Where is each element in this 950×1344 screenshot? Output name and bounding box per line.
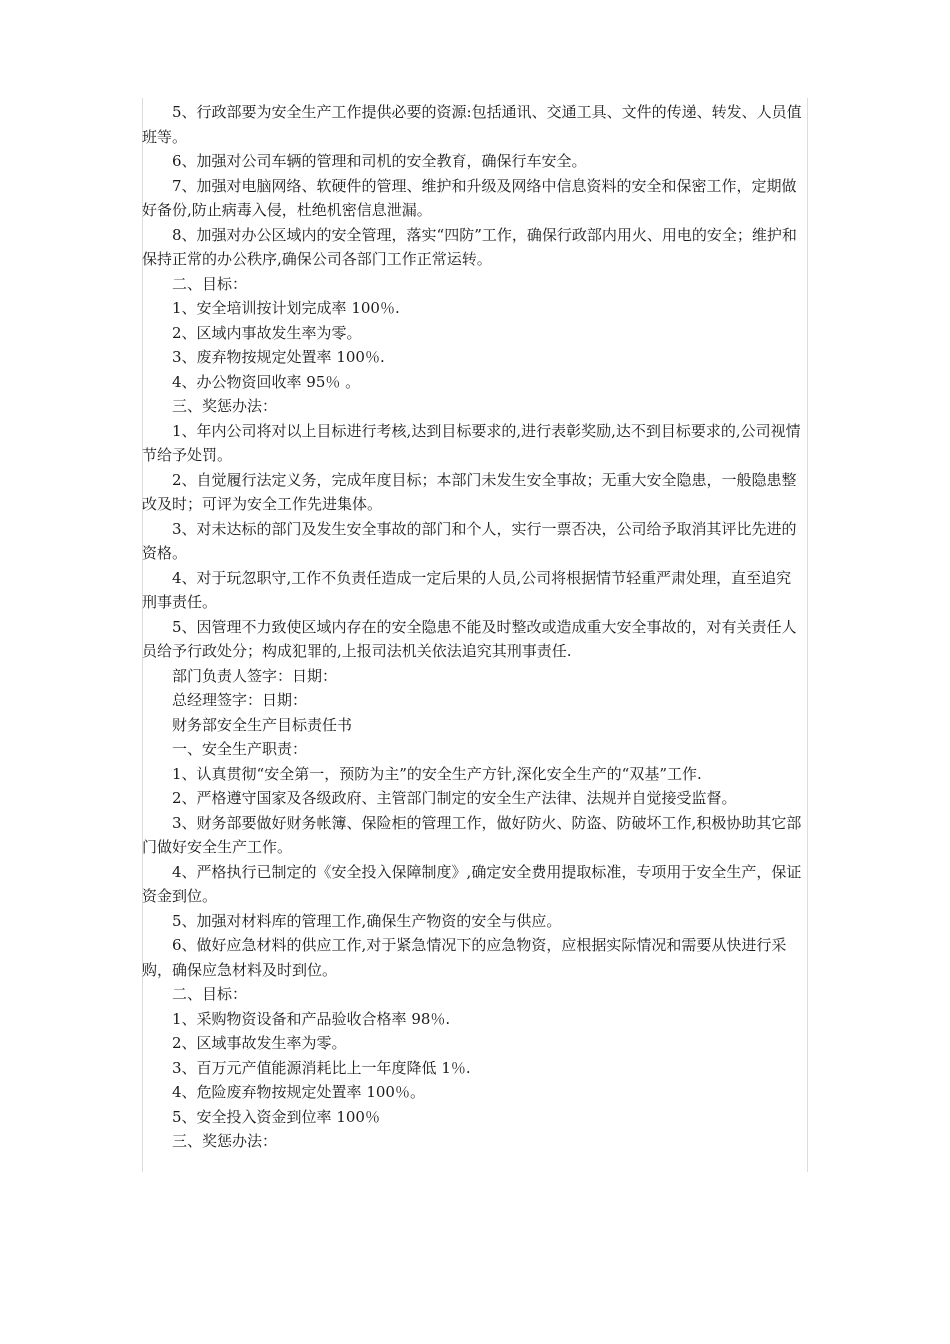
paragraph: 5、因管理不力致使区域内存在的安全隐患不能及时整改或造成重大安全事故的，对有关责任人员给予行政处分；构成犯罪的,上报司法机关依法追究其刑事责任. [142,617,797,660]
paragraph: 3、废弃物按规定处置率 100％. [172,348,385,366]
signature-line: 总经理签字：日期： [172,691,308,709]
section-heading: 二、目标： [172,985,248,1003]
section-heading: 三、奖惩办法： [172,397,278,415]
paragraph: 2、自觉履行法定义务，完成年度目标；本部门未发生安全事故；无重大安全隐患，一般隐患整改及时；可评为安全工作先进集体。 [142,470,797,513]
paragraph: 5、安全投入资金到位率 100％ [172,1107,380,1126]
paragraph: 5、行政部要为安全生产工作提供必要的资源:包括通讯、交通工具、文件的传递、转发、人员值班等。 [142,103,802,146]
paragraph: 7、加强对电脑网络、软硬件的管理、维护和升级及网络中信息资料的安全和保密工作，定期做好备份,防止病毒入侵，杜绝机密信息泄漏。 [142,176,797,219]
paragraph: 1、年内公司将对以上目标进行考核,达到目标要求的,进行表彰奖励,达不到目标要求的,公司视情节给予处罚。 [142,421,801,464]
document-title: 财务部安全生产目标责任书 [172,715,353,734]
paragraph: 4、危险废弃物按规定处置率 100％。 [172,1083,425,1101]
paragraph: 1、采购物资设备和产品验收合格率 98％. [172,1009,451,1028]
paragraph: 3、对未达标的部门及发生安全事故的部门和个人，实行一票否决，公司给予取消其评比先进的资格。 [142,519,797,562]
section-heading: 一、安全生产职责： [172,740,308,758]
paragraph: 3、百万元产值能源消耗比上一年度降低 1％. [172,1058,471,1077]
paragraph: 4、对于玩忽职守,工作不负责任造成一定后果的人员,公司将根据情节轻重严肃处理，直至追究刑事责任。 [142,568,792,611]
paragraph: 4、严格执行已制定的《安全投入保障制度》,确定安全费用提取标准，专项用于安全生产，保证资金到位。 [142,862,802,905]
paragraph: 1、安全培训按计划完成率 100％. [172,299,400,317]
document-body [142,100,806,1154]
paragraph: 4、办公物资回收率 95％ 。 [172,372,361,391]
signature-line: 部门负责人签字：日期： [172,666,338,685]
paragraph: 2、区域内事故发生率为零。 [172,323,362,342]
paragraph: 2、严格遵守国家及各级政府、主管部门制定的安全生产法律、法规并自觉接受监督。 [172,789,737,807]
paragraph: 8、加强对办公区域内的安全管理，落实“四防”工作，确保行政部内用火、用电的安全；维护和保持正常的办公秩序,确保公司各部门工作正常运转。 [142,225,797,268]
paragraph: 1、认真贯彻“安全第一，预防为主”的安全生产方针,深化安全生产的“双基”工作. [172,764,702,783]
section-heading: 二、目标： [172,274,248,293]
section-heading: 三、奖惩办法： [172,1132,278,1150]
paragraph: 5、加强对材料库的管理工作,确保生产物资的安全与供应。 [172,911,562,930]
paragraph: 6、加强对公司车辆的管理和司机的安全教育，确保行车安全。 [172,152,587,170]
paragraph: 2、区域事故发生率为零。 [172,1034,347,1052]
paragraph: 3、财务部要做好财务帐簿、保险柜的管理工作，做好防火、防盗、防破坏工作,积极协助其它部门做好安全生产工作。 [142,813,802,856]
paragraph: 6、做好应急材料的供应工作,对于紧急情况下的应急物资，应根据实际情况和需要从快进行采购，确保应急材料及时到位。 [142,936,787,979]
